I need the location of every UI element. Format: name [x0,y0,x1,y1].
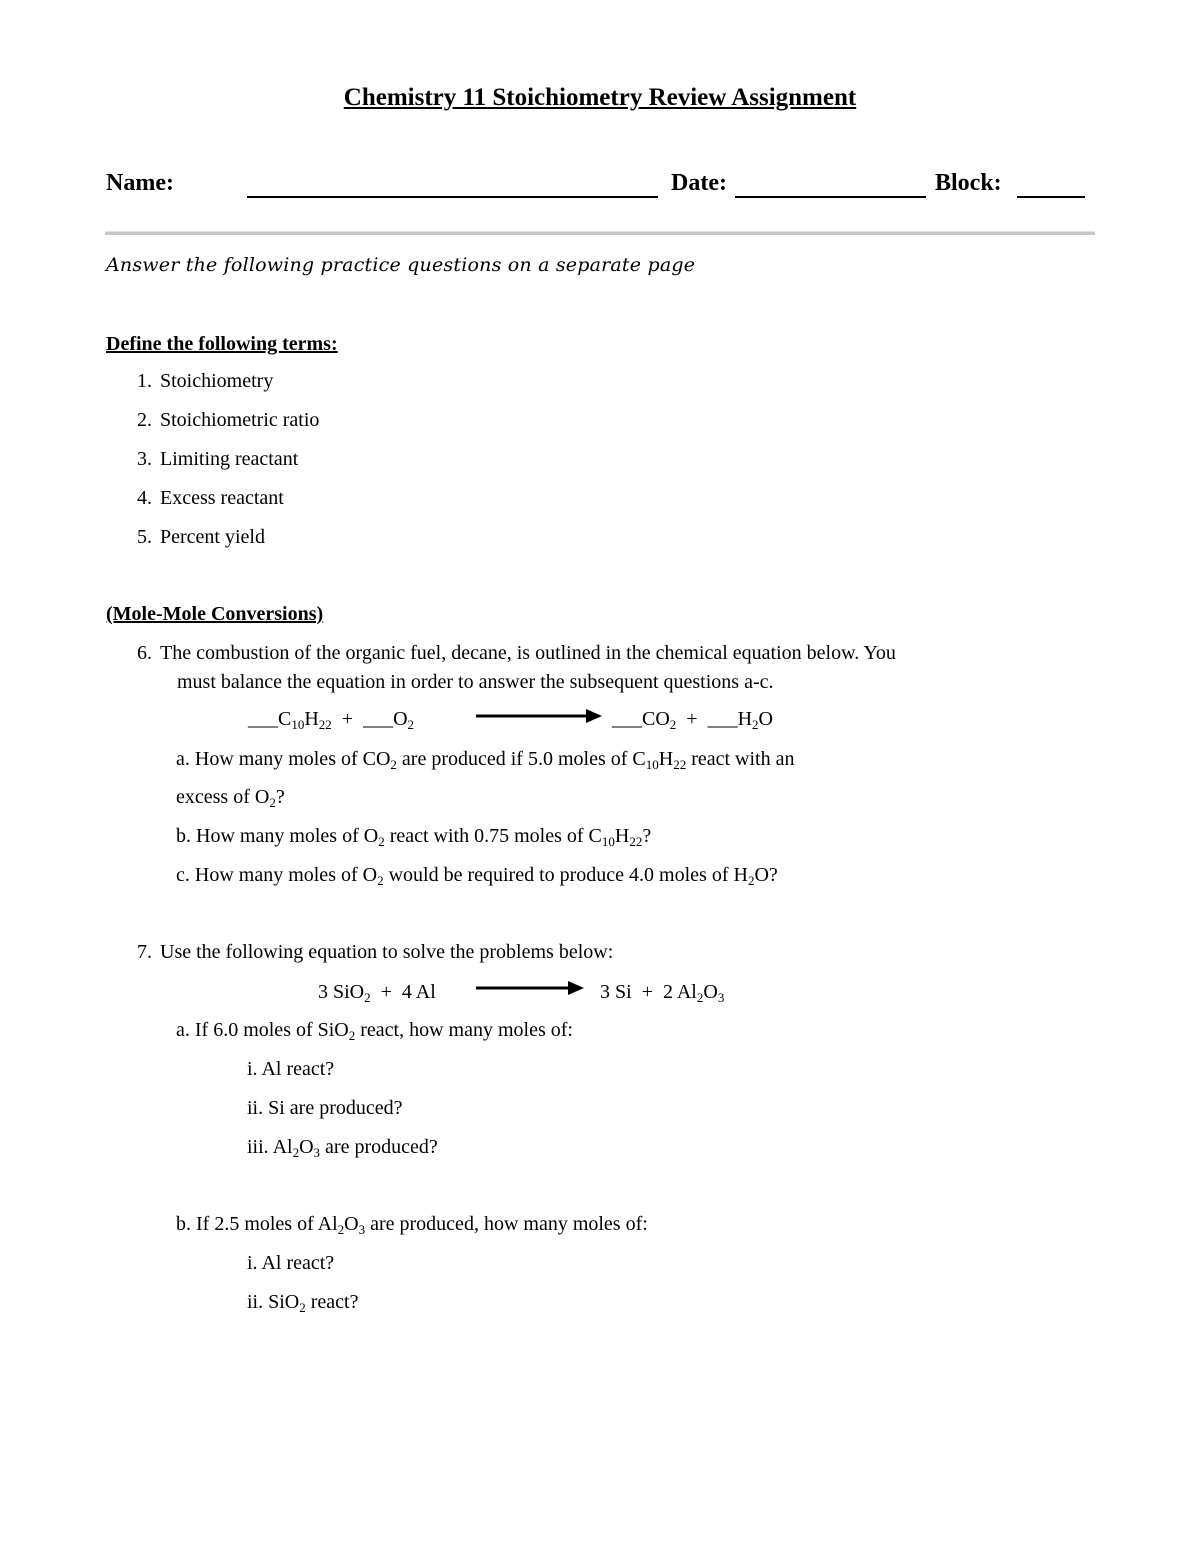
question-7b: b. If 2.5 moles of $Al_2O_3$ are produced, how many moles of: [176,1213,648,1237]
equation-right: $\_\_\_CO_2$ + $\_\_\_H_2O$ [612,708,773,732]
reaction-arrow-icon [476,706,602,726]
mole-section-heading: (Mole-Mole Conversions) [106,603,324,625]
question-6: 6. The combustion of the organic fuel, decane, is outlined in the chemical equation below. You [137,642,896,664]
block-label: Block: [935,170,1002,196]
question-6a-line2: excess of $O_2$? [176,786,285,810]
list-item: 3. Limiting reactant [137,448,299,470]
date-label: Date: [671,170,727,196]
question-6c: c. How many moles of $O_2$ would be required to produce 4.0 moles of $H_2O$? [176,864,778,888]
name-label: Name: [106,170,174,196]
page-title: Chemistry 11 Stoichiometry Review Assignment [343,84,857,111]
date-blank[interactable] [735,174,926,198]
question-7a-ii: ii. Si are produced? [247,1097,403,1119]
equation-2-left: 3 SiO$_2$ + 4 Al [318,981,436,1005]
list-item: 1. Stoichiometry [137,370,274,392]
reaction-arrow-icon [476,978,584,998]
block-blank[interactable] [1017,174,1085,198]
list-item: 5. Percent yield [137,526,265,548]
question-7b-ii: ii. SiO$_2$ react? [247,1291,359,1315]
question-7a-iii: iii. $Al_2O_3$ are produced? [247,1136,438,1160]
name-blank[interactable] [247,174,658,198]
question-7: 7. Use the following equation to solve the problems below: [137,941,614,963]
question-7a: a. If 6.0 moles of SiO$_2$ react, how many moles of: [176,1019,573,1043]
question-6-line2: must balance the equation in order to answer the subsequent questions a-c. [177,671,774,693]
divider [105,231,1095,235]
question-6b: b. How many moles of $O_2$ react with 0.75 moles of $C_{10}H_{22}$? [176,825,652,849]
equation-left: $\_\_\_C_{10}H_{22}$ + $\_\_\_O_2$ [248,708,415,732]
question-7a-i: i. Al react? [247,1058,335,1080]
list-item: 4. Excess reactant [137,487,284,509]
question-6a: a. How many moles of $CO_2$ are produced if 5.0 moles of $C_{10}H_{22}$ react with an [176,748,795,772]
list-item: 2. Stoichiometric ratio [137,409,320,431]
question-7b-i: i. Al react? [247,1252,335,1274]
equation-2-right: 3 Si + 2 $Al_2O_3$ [600,981,725,1005]
definitions-heading: Define the following terms: [106,333,338,355]
instructions: Answer the following practice questions on a separate page [106,254,696,276]
